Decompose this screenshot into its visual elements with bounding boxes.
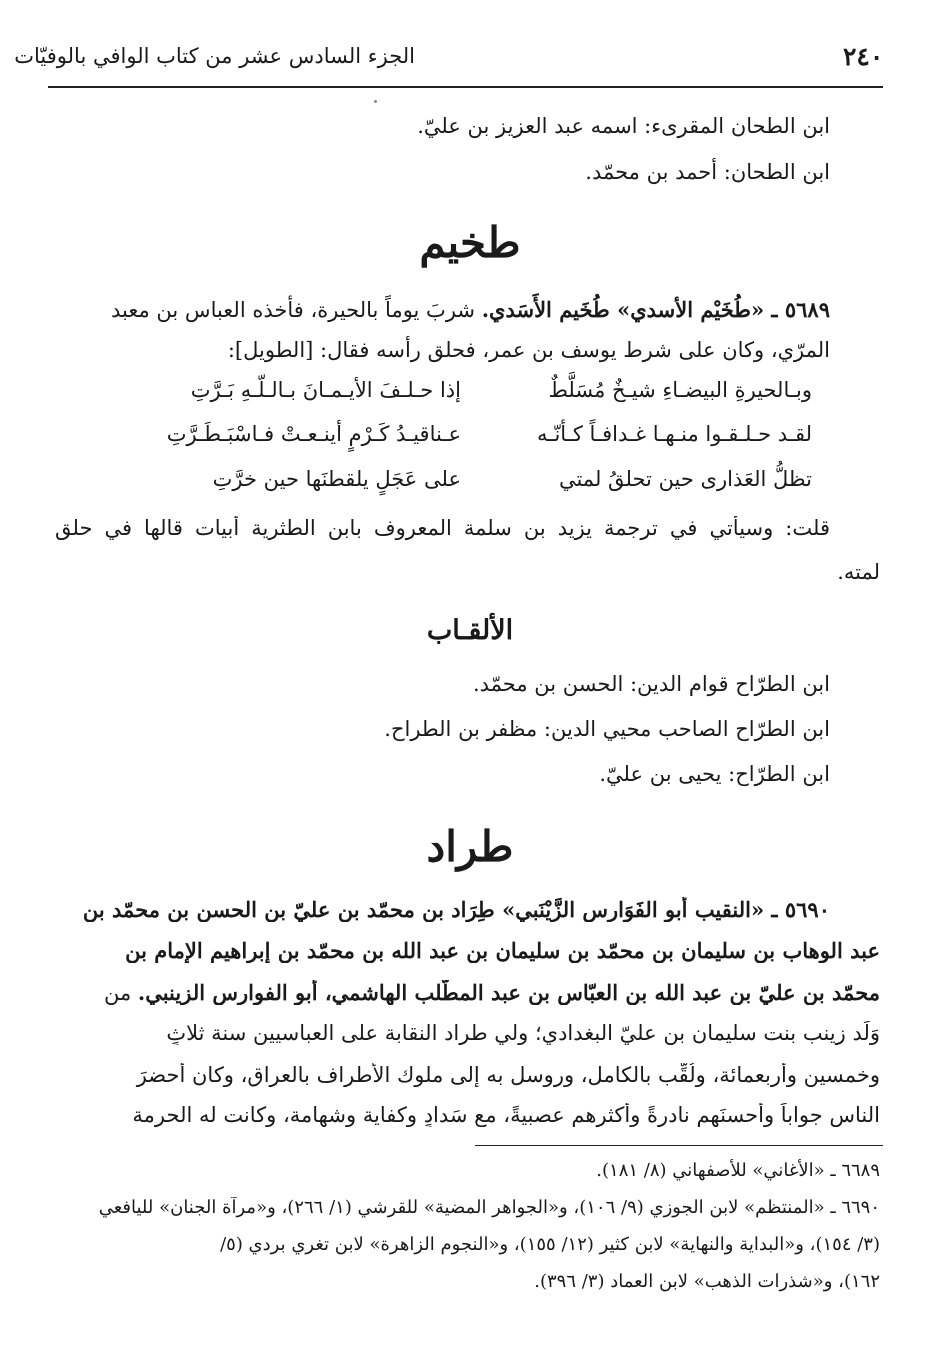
verse-2-second-hemistich: عـناقيـدُ كَـرْمٍ أينـعـتْ فـاسْبَـطَـرَّتِ bbox=[166, 422, 461, 446]
biography-5690-line-2: عبد الوهاب بن سليمان بن محمّد بن سليمان بن عبد الله بن محمّد بن إبراهيم الإمام بن bbox=[125, 938, 880, 963]
biography-5689 bbox=[55, 290, 830, 370]
section-title-tukhaym: طخيم bbox=[419, 218, 521, 267]
verse-3-first-hemistich: تظلُّ العَذارى حين تحلقُ لمتي bbox=[558, 467, 812, 491]
footnote-5690-line-1: ٦٦٩٠ ـ «المنتظم» لابن الجوزي (٩/ ١٠٦)، و«الجواهر المضية» للقرشي (١/ ٢٦٦)، و«مرآة الجنان» لليافعي bbox=[98, 1197, 880, 1218]
biography-5690-line-3 bbox=[55, 980, 880, 1005]
alqab-entry-2: ابن الطرّاح الصاحب محيي الدين: مظفر بن الطراح. bbox=[384, 717, 830, 741]
verse-1-first-hemistich: وبـالحيرةِ البيضـاءِ شيـخٌ مُسَلَّطٌ bbox=[548, 378, 812, 402]
entry-ibn-altahhan: ابن الطحان: أحمد بن محمّد. bbox=[585, 160, 830, 184]
footnote-5690-line-2: (٣/ ١٥٤)، و«البداية والنهاية» لابن كثير (١٢/ ١٥٥)، و«النجوم الزاهرة» لابن تغري بردي (٥/ bbox=[220, 1234, 880, 1255]
biography-5690-line-1: ٥٦٩٠ ـ «النقيب أبو الفَوَارس الزَّيْنَبي» طِرَاد بن محمّد بن عليّ بن الحسن بن محمّد بن bbox=[82, 897, 830, 922]
scan-speck bbox=[374, 100, 377, 103]
biography-5690-line-3-bold: محمّد بن عليّ بن عبد الله بن العبّاس بن عبد المطّلب الهاشمي، أبو الفوارس الزينبي. bbox=[137, 980, 880, 1005]
biography-5690-line-5: وخمسين وأربعمائة، ولُقِّب بالكامل، وروسل به إلى ملوك الأطراف بالعراق، وكان أحضرَ bbox=[136, 1063, 880, 1087]
alqab-entry-3: ابن الطرّاح: يحيى بن عليّ. bbox=[599, 762, 830, 786]
section-title-alqab: الألقـاب bbox=[426, 615, 514, 646]
footnote-5689: ٦٦٨٩ ـ «الأغاني» للأصفهاني (٨/ ١٨١). bbox=[596, 1160, 880, 1181]
biography-5689-heading: ٥٦٨٩ ـ «طُخَيْم الأسدي» طُخَيم الأَسَدي. bbox=[481, 297, 830, 322]
footnote-5690-line-3: ١٦٢)، و«شذرات الذهب» لابن العماد (٣/ ٣٩٦). bbox=[534, 1271, 880, 1292]
running-title: الجزء السادس عشر من كتاب الوافي بالوفيّات bbox=[14, 44, 415, 68]
verse-1-second-hemistich: إذا حـلـفَ الأيـمـانَ بـالـلّـهِ بَـرَّتِ bbox=[190, 378, 461, 402]
alqab-entry-1: ابن الطرّاح قوام الدين: الحسن بن محمّد. bbox=[472, 672, 830, 696]
biography-5690-line-6: الناس جواباً وأحسنَهم نادرةً وأكثرهم عصبيةً، مع سَدادٍ وكفاية وشهامة، وكانت له الحرمة bbox=[132, 1103, 880, 1127]
biography-5689-text: شربَ يوماً بالحيرة، فأخذه العباس بن معبد المرّي، وكان على شرط يوسف بن عمر، فحلق رأسه فقال: [الطويل]: bbox=[111, 298, 830, 362]
header-divider bbox=[48, 86, 883, 88]
section-title-tarad: طراد bbox=[426, 822, 514, 871]
entry-ibn-altahhan-muqri: ابن الطحان المقرىء: اسمه عبد العزيز بن عليّ. bbox=[417, 114, 830, 138]
verse-2-first-hemistich: لقـد حـلـقـوا منـهـا غـدافـاً كـأنّـه bbox=[537, 422, 812, 446]
biography-5690-line-3-tail: من bbox=[103, 981, 132, 1005]
verse-3-second-hemistich: على عَجَلٍ يلقطنَها حين خرَّتِ bbox=[212, 467, 461, 491]
biography-5690-line-4: وَلَد زينب بنت سليمان بن عليّ البغدادي؛ ولي طراد النقابة على العباسيين سنة ثلاثٍ bbox=[166, 1021, 880, 1045]
note-line-2: لمته. bbox=[837, 560, 880, 584]
note-line-1: قلت: وسيأتي في ترجمة يزيد بن سلمة المعروف بابن الطثرية أبيات قالها في حلق bbox=[55, 516, 830, 540]
page-number: ٢٤٠ bbox=[843, 42, 884, 71]
footnote-divider bbox=[475, 1145, 883, 1146]
